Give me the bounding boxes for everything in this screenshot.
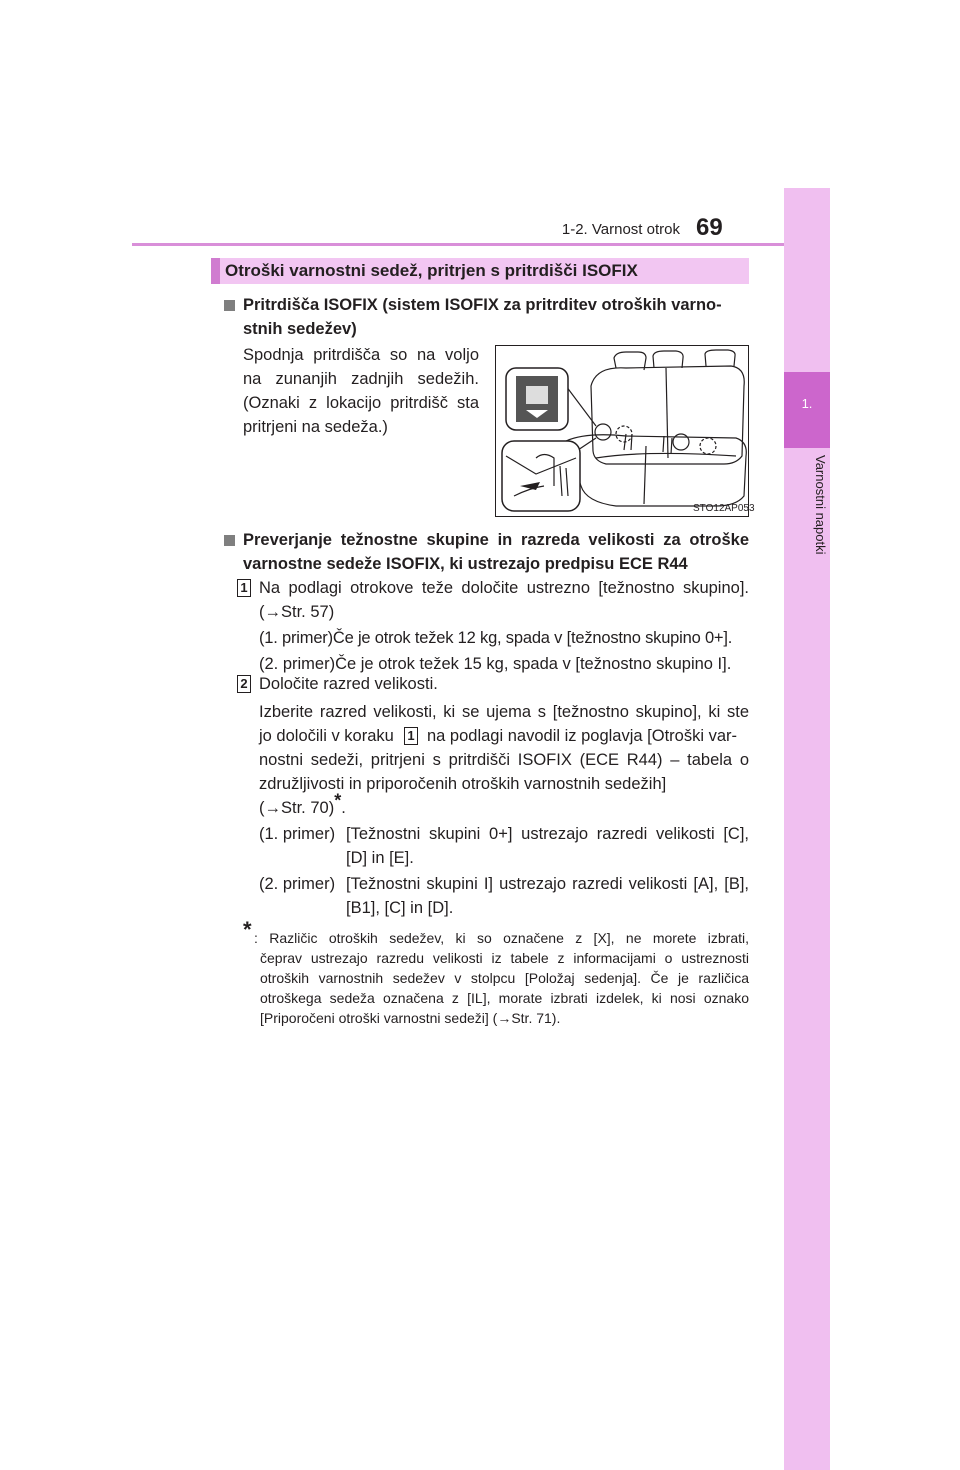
step2-text-line1: Določite razred velikosti.	[259, 675, 438, 693]
page-number: 69	[696, 214, 723, 241]
chapter-number: 1.	[801, 396, 813, 411]
footnote-line3: otroških varnostnih sedežev v stolpcu [Položaj sedenja]. Če je različica	[260, 970, 749, 986]
footnote-marker: *	[243, 917, 252, 942]
footnote-line2: čeprav ustrezajo razredu velikosti iz tabele z informacijami o ustreznosti	[260, 950, 749, 966]
section1-heading-line2: stnih sedežev)	[243, 320, 357, 338]
section1-heading-line1: Pritrdišča ISOFIX (sistem ISOFIX za pritrditev otroških varno-	[243, 296, 722, 314]
section1-text-line2: na zunanjih zadnjih sedežih.	[243, 370, 479, 388]
step-2-badge: 2	[237, 675, 251, 693]
section2-heading-line1: Preverjanje težnostne skupine in razreda velikosti za otroške	[243, 531, 749, 549]
footnote-line5: [Priporočeni otroški varnostni sedeži] (→Str. 71).	[260, 1010, 561, 1026]
step1-example1: (1. primer)Če je otrok težek 12 kg, spada v [težnostno skupino 0+].	[259, 629, 733, 647]
step-1-reference-badge: 1	[404, 727, 418, 745]
square-bullet-icon	[224, 300, 235, 311]
step2-para-line3: nostni sedeži, pritrjeni s pritrdišči ISOFIX (ECE R44) – tabela o	[259, 751, 749, 769]
step2-ex2-line1: [Težnostni skupini I] ustrezajo razredi velikosti [A], [B],	[346, 875, 749, 893]
step2-para-line4: združljivosti in priporočenih otroških varnostnih sedežih]	[259, 775, 667, 793]
footnote-line1: : Različic otroških sedežev, ki so označene z [X], ne morete izbrati,	[254, 930, 749, 946]
step2-ex1-line1: [Težnostni skupini 0+] ustrezajo razredi velikosti [C],	[346, 825, 749, 843]
step2-para-line2b: na podlagi navodil iz poglavja [Otroški var-	[427, 727, 737, 745]
step2-page-ref: (→Str. 70)	[259, 799, 335, 817]
step2-period: .	[341, 799, 346, 817]
footnote-star: *	[334, 790, 342, 811]
footnote-line4: otroškega sedeža označena z [IL], morate izbrati izdelek, ki nosi oznako	[260, 990, 749, 1006]
step2-ex1-label: (1. primer)	[259, 825, 336, 843]
step1-example2: (2. primer)Če je otrok težek 15 kg, spada v [težnostno skupino I].	[259, 655, 732, 673]
step2-ex2-line2: [B1], [C] in [D].	[346, 899, 454, 917]
header-divider	[132, 243, 822, 246]
step-1-badge: 1	[237, 579, 251, 597]
rear-seat-drawing	[496, 346, 748, 516]
step2-para-line2a: jo določili v koraku	[259, 727, 394, 745]
step2-para-line1: Izberite razred velikosti, ki se ujema s [težnostno skupino], ki ste	[259, 703, 749, 721]
chapter-label: Varnostni napotki	[813, 455, 828, 555]
section-title: 1-2. Varnost otrok	[561, 221, 680, 238]
section1-text-line1: Spodnja pritrdišča so na voljo	[243, 346, 479, 364]
square-bullet-icon	[224, 535, 235, 546]
step2-para-line5	[259, 790, 346, 820]
section1-text-line4: pritrjeni na sedeža.)	[243, 418, 388, 436]
step1-page-ref: (→Str. 57)	[259, 603, 335, 621]
step1-text-line1: Na podlagi otrokove teže določite ustrezno [težnostno skupino].	[259, 579, 749, 597]
figure-code: STO12AP053	[693, 503, 755, 514]
section1-text-line3: (Oznaki z lokacijo pritrdišč sta	[243, 394, 479, 412]
section2-heading-line2: varnostne sedeže ISOFIX, ki ustrezajo predpisu ECE R44	[243, 555, 688, 573]
topic-title: Otroški varnostni sedež, pritrjen s pritrdišči ISOFIX	[225, 261, 638, 280]
isofix-anchor-illustration	[495, 345, 749, 517]
step2-ex1-line2: [D] in [E].	[346, 849, 414, 867]
step2-ex2-label: (2. primer)	[259, 875, 336, 893]
